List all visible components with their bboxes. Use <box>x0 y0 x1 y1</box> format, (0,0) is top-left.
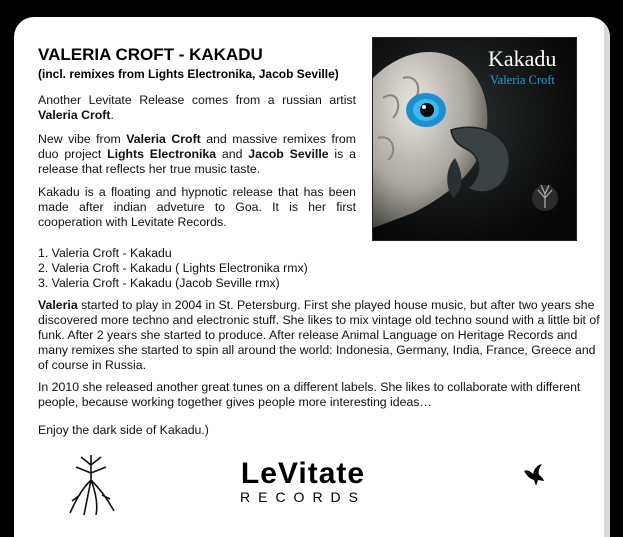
logo-line-2: RECORDS <box>240 489 367 505</box>
vibe-text-2: and massive remixes from duo project <box>38 132 356 161</box>
tree-emblem-icon <box>532 185 558 211</box>
cover-title: Kakadu <box>488 46 557 71</box>
vibe-text-4: is a release that reflects her true music taste. <box>38 147 356 176</box>
track-item: 3. Valeria Croft - Kakadu (Jacob Seville rmx) <box>38 276 280 290</box>
levitate-logo <box>240 457 366 505</box>
bird-icon <box>522 463 546 487</box>
tree-roots-icon <box>66 455 116 515</box>
cover-artist: Valeria Croft <box>490 73 555 87</box>
logo-line-1: LeVitate <box>240 457 366 490</box>
intro-text: Another Levitate Release comes from a russian artist <box>38 93 356 107</box>
collab-paragraph: In 2010 she released another great tunes on a different labels. She likes to collaborate with different people, because working together gives people more interesting ideas… <box>38 380 581 409</box>
vibe-text-1: New vibe from <box>38 132 127 146</box>
vibe-artist: Valeria Croft <box>126 132 201 146</box>
track-item: 2. Valeria Croft - Kakadu ( Lights Electronika rmx) <box>38 261 308 275</box>
tracklist <box>38 246 368 291</box>
release-card <box>14 17 610 537</box>
intro-end: . <box>110 108 114 122</box>
release-title: VALERIA CROFT - KAKADU <box>38 45 263 64</box>
vibe-remixer-2: Jacob Seville <box>248 147 329 161</box>
card-edge <box>604 17 610 537</box>
intro-artist: Valeria Croft <box>38 108 111 122</box>
vibe-remixer-1: Lights Electronika <box>107 147 217 161</box>
album-cover <box>372 37 577 241</box>
bio-text: started to play in 2004 in St. Petersburg. First she played house music, but after two years she discovered more techno and electronic stuff. She likes to mix vintage old techno sound with a little bit of funk. After 2 years she started to produce. After release Animal Language on Heritage Records and many remixes she started to spin all around the world: Indonesia, Germany, India, France, Greece and of course in Russia. <box>38 298 600 372</box>
bio-paragraph <box>38 298 600 373</box>
description-paragraph: Kakadu is a floating and hypnotic release that has been made after indian adveture to Goa. It is her first cooperation with Levitate Records. <box>38 185 356 229</box>
cockatoo-artwork <box>373 38 576 240</box>
bio-name: Valeria <box>38 298 78 312</box>
release-subtitle: (incl. remixes from Lights Electronika, Jacob Seville) <box>38 67 339 81</box>
vibe-paragraph <box>38 132 356 177</box>
intro-paragraph <box>38 93 356 123</box>
track-item: 1. Valeria Croft - Kakadu <box>38 246 172 260</box>
vibe-text-3: and <box>216 147 249 161</box>
outro-text: Enjoy the dark side of Kakadu.) <box>38 423 209 437</box>
